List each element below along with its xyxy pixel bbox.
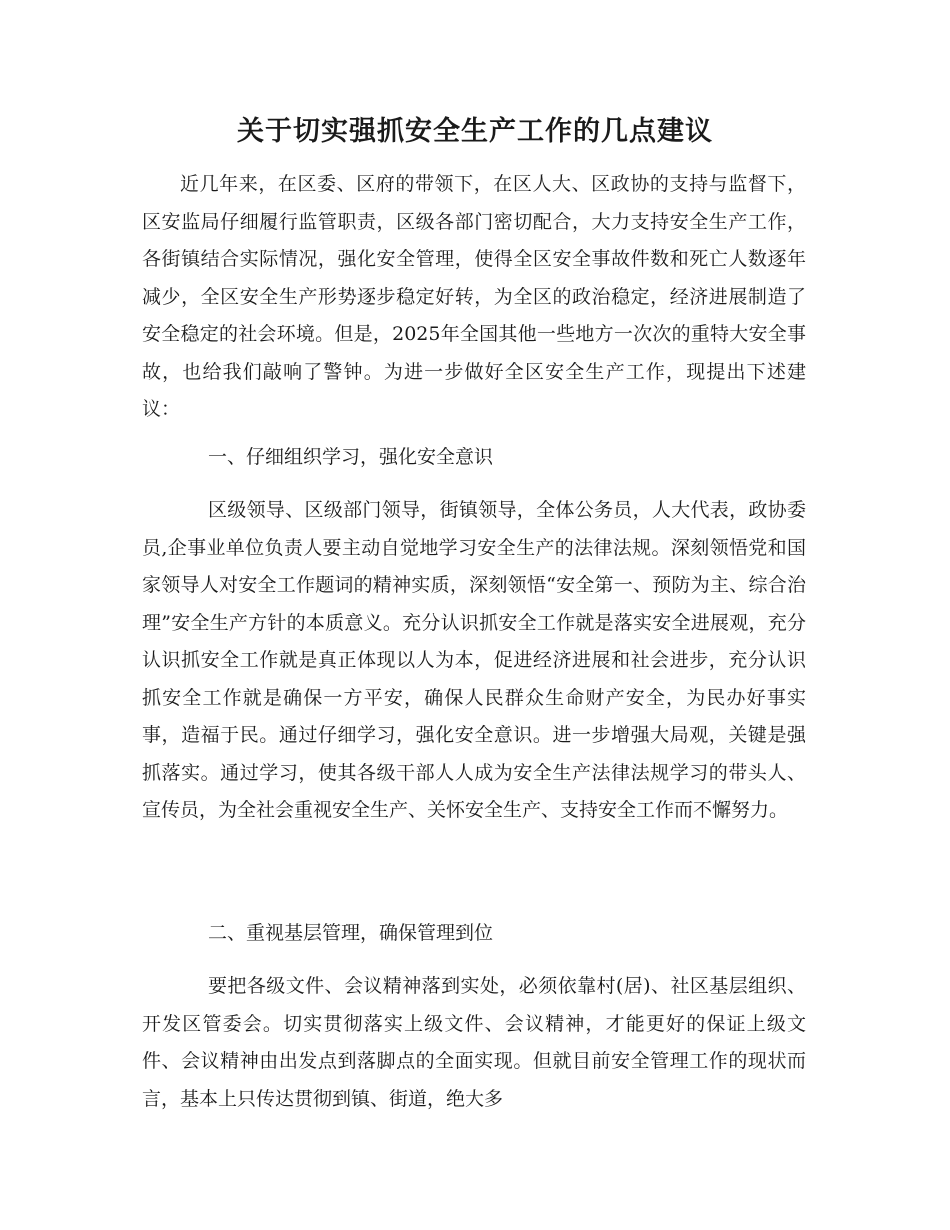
section-1-paragraph: 区级领导、区级部门领导，街镇领导，全体公务员，人大代表，政协委员,企事业单位负责人要主动自觉地学习安全生产的法律法规。深刻领悟党和国家领导人对安全工作题词的精神实质，深刻领悟“安全第一、预防为主、综合治理”安全生产方针的本质意义。充分认识抓安全工作就是落实安全进展观，充分认识抓安全工作就是真正体现以人为本，促进经济进展和社会进步，充分认识抓安全工作就是确保一方平安，确保人民群众生命财产安全，为民办好事实事，造福于民。通过仔细学习，强化安全意识。进一步增强大局观，关键是强抓落实。通过学习，使其各级干部人人成为安全生产法律法规学习的带头人、宣传员，为全社会重视安全生产、关怀安全生产、支持安全工作而不懈努力。 bbox=[142, 499, 806, 821]
intro-paragraph: 近几年来，在区委、区府的带领下，在区人大、区政协的支持与监督下，区安监局仔细履行监管职责，区级各部门密切配合，大力支持安全生产工作，各街镇结合实际情况，强化安全管理，使得全区安全事故件数和死亡人数逐年减少，全区安全生产形势逐步稳定好转，为全区的政治稳定，经济进展制造了安全稳定的社会环境。但是，2025年全国其他一些地方一次次的重特大安全事故，也给我们敲响了警钟。为进一步做好全区安全生产工作，现提出下述建议： bbox=[142, 173, 806, 420]
section-2-heading: 二、重视基层管理，确保管理到位 bbox=[208, 922, 494, 944]
document-title: 关于切实强抓安全生产工作的几点建议 bbox=[237, 116, 713, 147]
section-2-paragraph: 要把各级文件、会议精神落到实处，必须依靠村(居)、社区基层组织、开发区管委会。切实贯彻落实上级文件、会议精神，才能更好的保证上级文件、会议精神由出发点到落脚点的全面实现。但就目前安全管理工作的现状而言，基本上只传达贯彻到镇、街道，绝大多 bbox=[142, 975, 806, 1110]
section-1-heading: 一、仔细组织学习，强化安全意识 bbox=[208, 446, 494, 468]
